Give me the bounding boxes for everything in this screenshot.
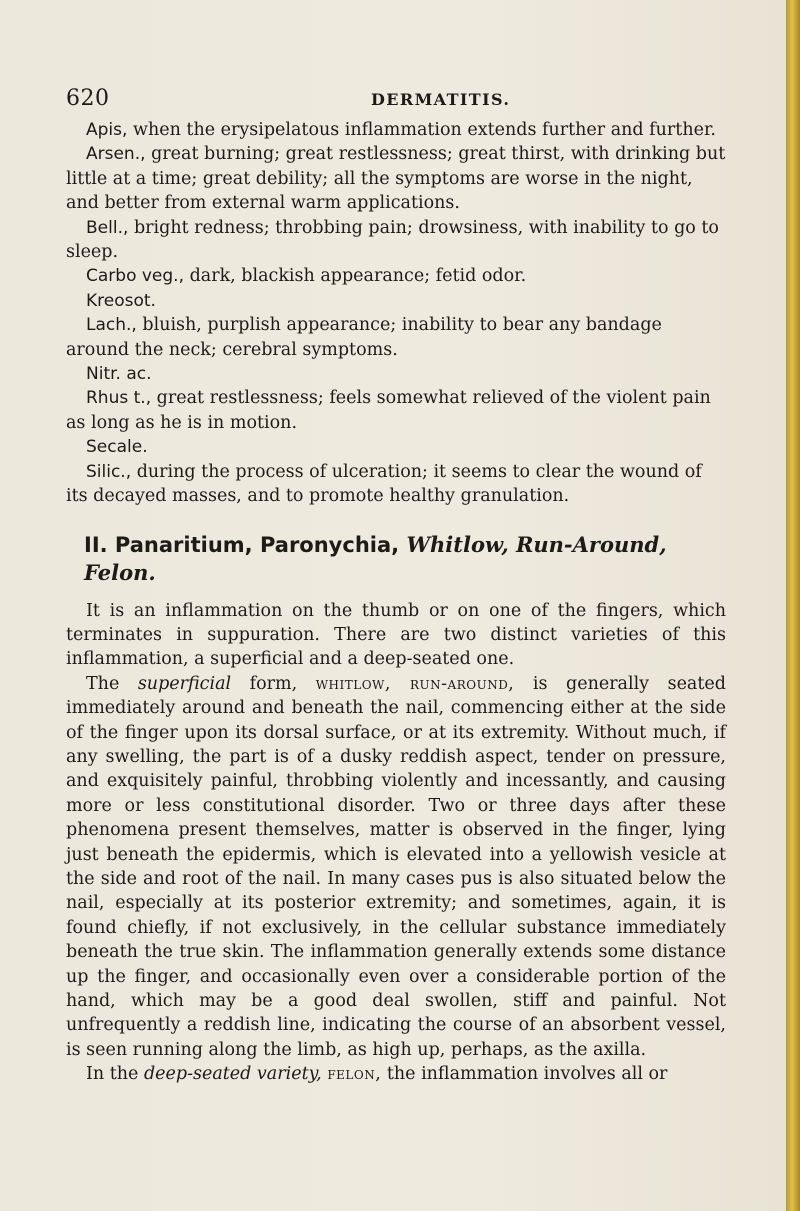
remedy-name: Carbo veg., <box>86 266 184 287</box>
section-heading <box>66 531 726 587</box>
small-caps-term: felon, <box>327 1064 382 1085</box>
remedy-name: Secale. <box>86 437 148 458</box>
remedy-name: Silic., <box>86 461 132 482</box>
emphasis-superficial: superficial <box>137 673 232 694</box>
paragraph-superficial <box>66 672 726 1063</box>
emphasis-deep-seated: deep-seated variety, <box>143 1064 322 1085</box>
remedy-name: Rhus t., <box>86 388 152 409</box>
remedy-entry-bell <box>66 216 726 265</box>
text-run: The <box>86 673 138 694</box>
page-number: 620 <box>66 86 110 111</box>
text-run: In the <box>86 1064 144 1085</box>
remedy-text: when the erysipelatous inflammation extends further and further. <box>127 120 716 140</box>
remedy-name: Nitr. ac. <box>86 364 152 385</box>
remedy-text: during the process of ulceration; it seems to clear the wound of its decayed masses, and to promote healthy granulation. <box>66 461 702 507</box>
section-names: Panaritium, Paronychia, <box>114 532 400 557</box>
remedy-text: great burning; great restlessness; great thirst, with drinking but little at a time; great debility; all the symptoms are worse in the night, and better from external warm applications. <box>66 144 726 214</box>
remedy-name: Apis, <box>86 120 128 140</box>
remedy-text: dark, blackish appearance; fetid odor. <box>184 266 527 287</box>
book-spine-edge <box>786 0 800 1211</box>
text-run: the inflammation involves all or <box>381 1064 668 1085</box>
remedy-name: Arsen., <box>86 144 146 165</box>
remedy-entry-kreosot <box>66 289 726 313</box>
remedy-text: great restlessness; feels somewhat relieved of the violent pain as long as he is in motion. <box>66 388 711 433</box>
remedy-entry-lach <box>66 313 726 362</box>
small-caps-term: whitlow, run-around, <box>315 673 515 694</box>
remedy-name: Kreosot. <box>86 290 156 311</box>
remedy-entry-secale <box>66 435 726 459</box>
running-head: DERMATITIS. <box>371 90 511 109</box>
remedy-entry-arsen <box>66 142 726 215</box>
remedy-name: Lach., <box>86 315 137 336</box>
remedy-entry-silic <box>66 460 726 509</box>
remedy-entry-nitr-ac <box>66 362 726 386</box>
paragraph-deep-seated <box>66 1062 726 1086</box>
section-number: II. <box>84 532 108 557</box>
page-body <box>66 118 726 1087</box>
text-run: form, <box>231 673 316 694</box>
remedy-text: bright redness; throbbing pain; drowsiness, with inability to go to sleep. <box>66 217 719 263</box>
section-alt-names: Whitlow, Run-Around, Felon. <box>84 531 667 585</box>
paragraph-definition: It is an inflammation on the thumb or on one of the fingers, which terminates in suppuration. There are two distinct varieties of this inflammation, a superficial and a deep-seated one. <box>66 600 726 670</box>
remedy-entry-rhus-t <box>66 386 726 435</box>
remedy-entry-apis <box>66 118 726 142</box>
remedy-name: Bell., <box>86 217 129 238</box>
remedy-entry-carbo-veg <box>66 264 726 288</box>
remedy-text: bluish, purplish appearance; inability to bear any bandage around the neck; cerebral symptoms. <box>66 315 662 360</box>
text-run: is generally seated immediately around and beneath the nail, commencing either at the side of the finger upon its dorsal surface, or at its extremity. Without much, if any swelling, the part is of a dusky reddish aspect, tender on pressure, and exquisitely painful, throbbing violently and incessantly, and causing more or less constitutional disorder. Two or three days after these phenomena present themselves, matter is observed in the finger, lying just beneath the epidermis, which is elevated into a yellowish vesicle at the side and root of the nail. In many cases pus is also situated below the nail, especially at its posterior extremity; and sometimes, again, it is found chiefly, if not exclusively, in the cellular substance immediately beneath the true skin. The inflammation generally extends some distance up the finger, and occasionally even over a considerable portion of the hand, which may be a good deal swollen, stiff and painful. Not unfrequently a reddish line, indicating the course of an absorbent vessel, is seen running along the limb, as high up, perhaps, as the axilla. <box>66 673 726 1060</box>
